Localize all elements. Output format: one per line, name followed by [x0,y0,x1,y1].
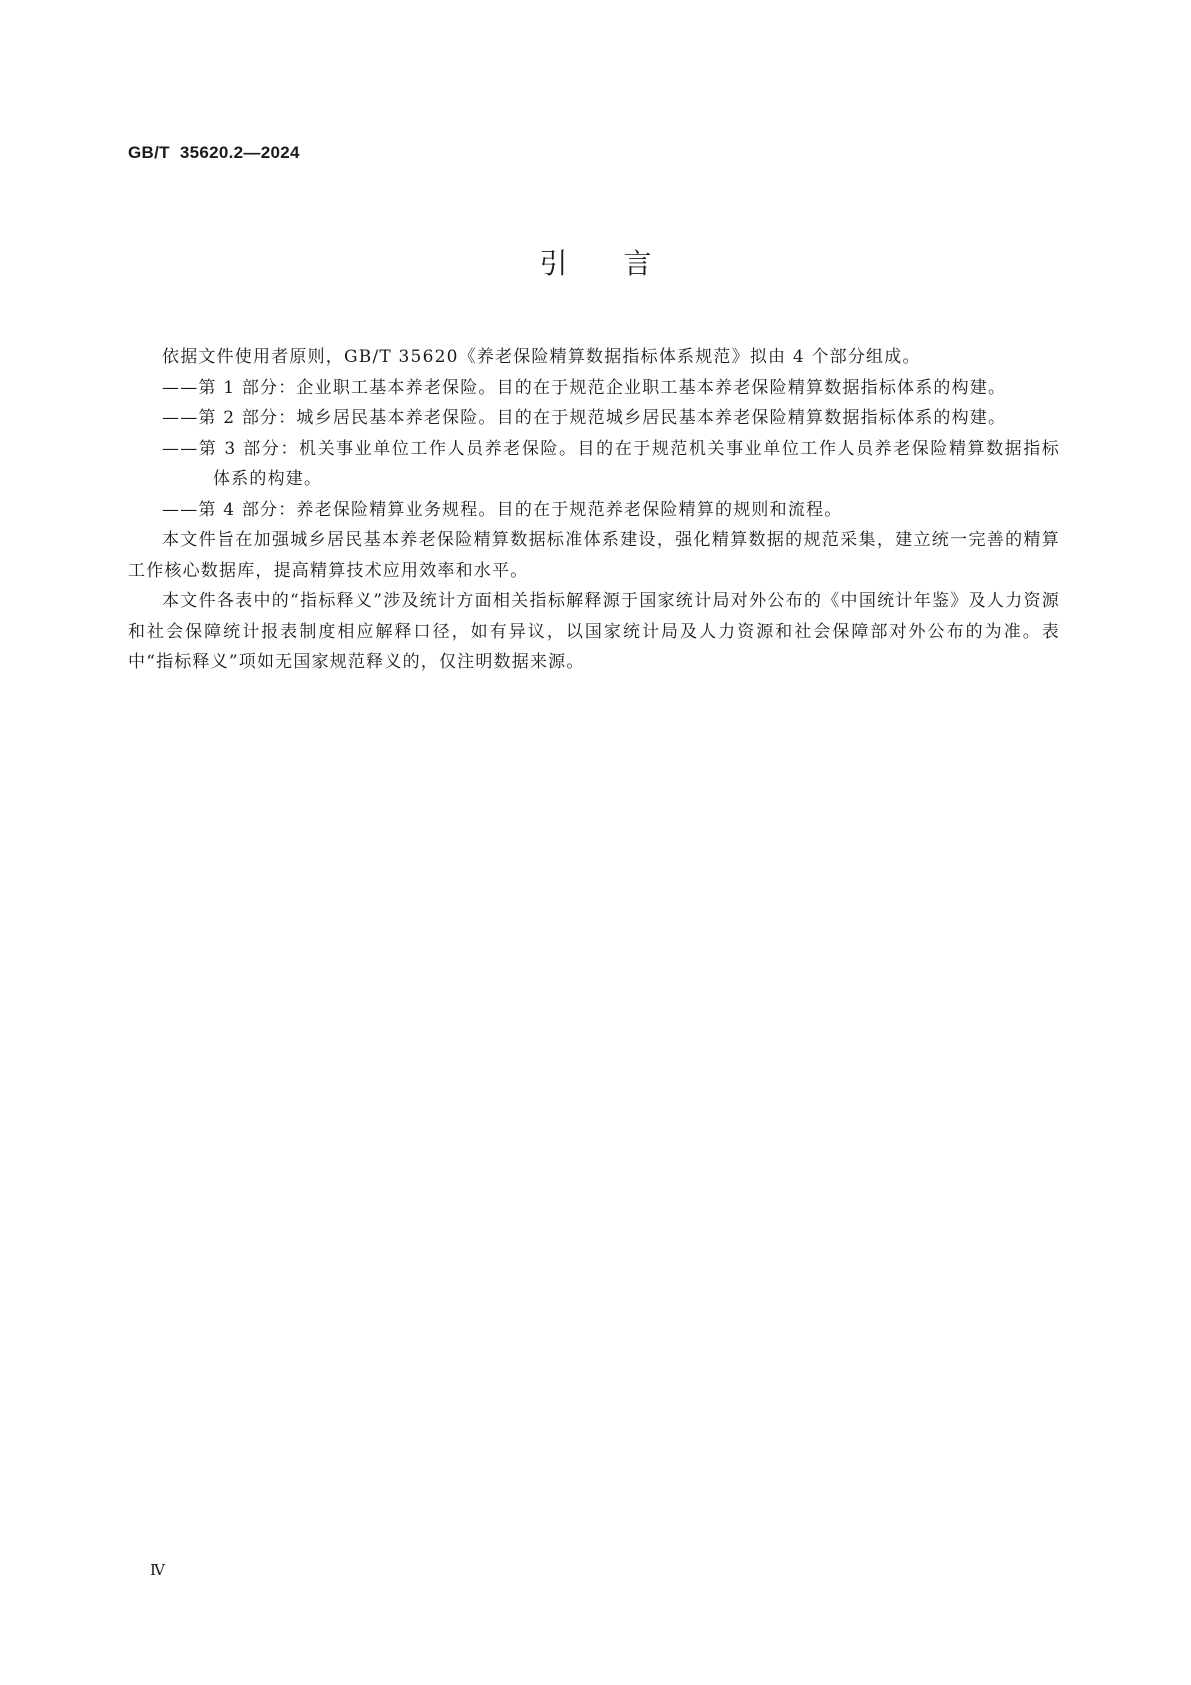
page-number: Ⅳ [150,1561,165,1579]
purpose-paragraph: 本文件旨在加强城乡居民基本养老保险精算数据标准体系建设，强化精算数据的规范采集，建立统一完善的精算工作核心数据库，提高精算技术应用效率和水平。 [128,530,1060,581]
intro-paragraph: 依据文件使用者原则，GB/T 35620《养老保险精算数据指标体系规范》拟由 4 个部分组成。 [162,347,921,367]
document-body [128,342,1060,678]
section-title: 引言 [539,247,708,280]
list-item-part-1: ——第 1 部分：企业职工基本养老保险。目的在于规范企业职工基本养老保险精算数据指标体系的构建。 [162,377,1007,398]
list-item-part-4: ——第 4 部分：养老保险精算业务规程。目的在于规范养老保险精算的规则和流程。 [162,499,843,520]
list-item-part-3: ——第 3 部分：机关事业单位工作人员养老保险。目的在于规范机关事业单位工作人员养老保险精算数据指标体系的构建。 [162,438,1060,489]
note-paragraph: 本文件各表中的“指标释义”涉及统计方面相关指标解释源于国家统计局对外公布的《中国统计年鉴》及人力资源和社会保障统计报表制度相应解释口径，如有异议，以国家统计局及人力资源和社会保障部对外公布的为准。表中“指标释义”项如无国家规范释义的，仅注明数据来源。 [128,591,1060,672]
list-item-part-2: ——第 2 部分：城乡居民基本养老保险。目的在于规范城乡居民基本养老保险精算数据指标体系的构建。 [162,408,1007,428]
document-code: GB/T 35620.2—2024 [128,143,300,162]
